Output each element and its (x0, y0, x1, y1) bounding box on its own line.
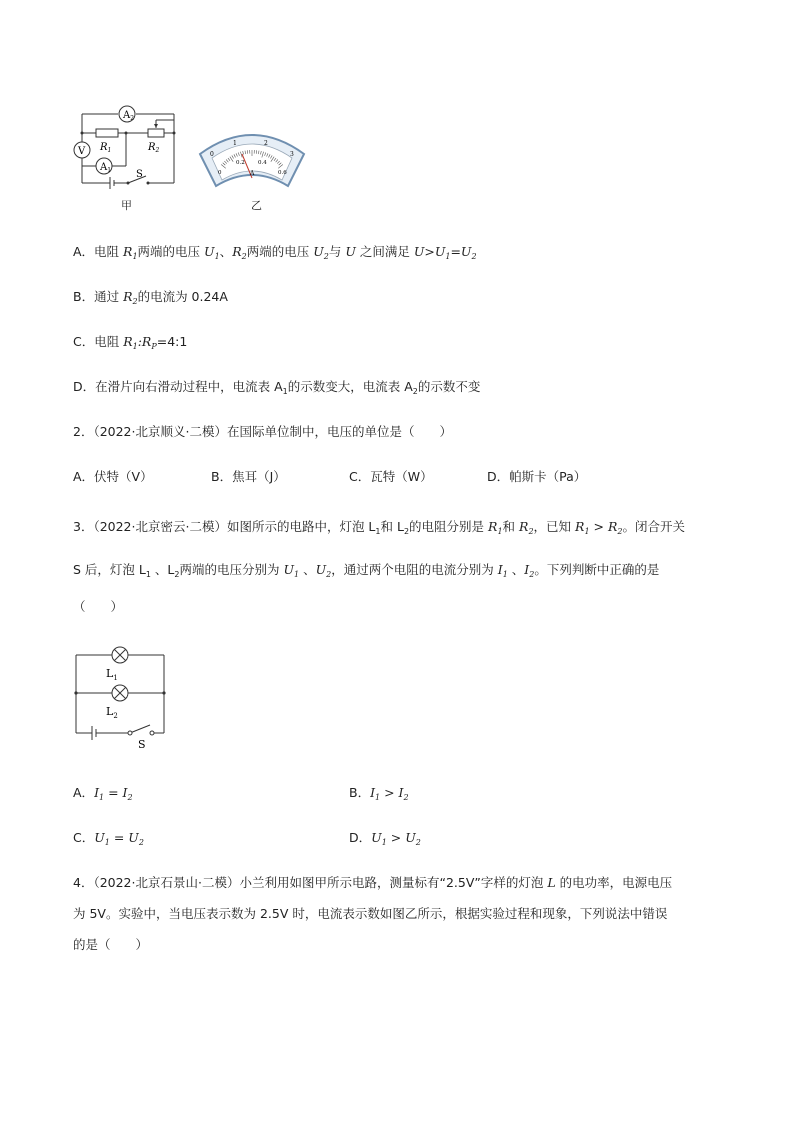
switch-s-label: S (138, 738, 146, 750)
voltmeter-icon (74, 142, 90, 158)
r1-label: $R_1$ (100, 142, 112, 154)
q3-stem-line1: 3．（2022·北京密云·二模）如图所示的电路中，灯泡 $L_1$和 $L_2$的电阻分别是 $R_1$和 $R_2$，已知 $R_1 > R_2$。闭合开关 (73, 519, 685, 536)
dial-top-2: 2 (264, 140, 268, 147)
q3-option-d: D．$U_1 > U_2$ (349, 830, 421, 847)
ammeter-a2-icon (119, 106, 135, 122)
dial-bottom-1: 0.2 (236, 160, 245, 166)
q1-option-d: D．在滑片向右滑动过程中，电流表 $A_1$的示数变大，电流表 $A_2$的示数不变 (73, 379, 481, 396)
q1-option-b: B．通过 $R_2$的电流为 0.24A (73, 289, 228, 306)
q2-option-d: D．帕斯卡（Pa） (487, 469, 587, 484)
switch-label: S (136, 169, 143, 180)
dial-unit: A (250, 170, 255, 177)
q2-option-c: C．瓦特（W） (349, 469, 433, 484)
lamp-l1-label: $L_1$ (106, 667, 118, 682)
q2-stem: 2．（2022·北京顺义·二模）在国际单位制中，电压的单位是（ ） (73, 424, 452, 439)
q3-stem-line3: （ ） (73, 599, 124, 614)
q3-option-c: C．$U_1 = U_2$ (73, 830, 144, 847)
circuit-figure-jia (70, 100, 185, 195)
ammeter-dial-figure-yi (196, 128, 308, 192)
dial-bottom-0: 0 (218, 170, 222, 176)
lamp-l2-label: $L_2$ (106, 705, 118, 720)
q4-stem-line1: 4．（2022·北京石景山·二模）小兰利用如图甲所示电路，测量标有“2.5V”字样的灯泡 L 的电功率，电源电压 (73, 875, 673, 890)
q3-option-a: A．$I_1 = I_2$ (73, 785, 133, 802)
q3-stem-line2: S 后，灯泡 $L_1$ 、$L_2$两端的电压分别为 $U_1$ 、$U_2$，通过两个电阻的电流分别为 $I_1$ 、$I_2$。下列判断中正确的是 (73, 562, 660, 579)
q2-option-a: A．伏特（V） (73, 469, 153, 484)
dial-bottom-2: 0.4 (258, 160, 267, 166)
q4-stem-line2: 为 5V。实验中，当电压表示数为 2.5V 时，电流表示数如图乙所示，根据实验过程和现象，下列说法中错误 (73, 906, 668, 921)
ammeter-a1-icon (96, 158, 112, 174)
svg-text:A2: $A_2$ (123, 110, 135, 122)
svg-text:A1: $A_1$ (100, 162, 112, 174)
dial-top-3: 3 (290, 151, 294, 158)
circuit-figure-q3 (72, 645, 172, 750)
dial-top-1: 1 (233, 140, 237, 147)
q3-option-b: B．$I_1 > I_2$ (349, 785, 409, 802)
r2-label: $R_2$ (148, 142, 160, 154)
figure-label-yi: 乙 (251, 199, 262, 212)
q2-option-b: B．焦耳（J） (211, 469, 286, 484)
q1-option-a: A．电阻 $R_1$两端的电压 $U_1$、$R_2$两端的电压 $U_2$与 U 之间满足 $U>U_1=U_2$ (73, 244, 477, 261)
q4-stem-line3: 的是（ ） (73, 937, 149, 952)
figure-label-jia: 甲 (121, 199, 132, 212)
lamp-l1-icon (112, 647, 128, 663)
q1-option-c: C．电阻 $R_1:R_P=4:1$ (73, 334, 188, 351)
dial-bottom-3: 0.6 (278, 170, 287, 176)
dial-top-0: 0 (210, 151, 214, 158)
svg-text:V: V (78, 146, 86, 157)
lamp-l2-icon (112, 685, 128, 701)
